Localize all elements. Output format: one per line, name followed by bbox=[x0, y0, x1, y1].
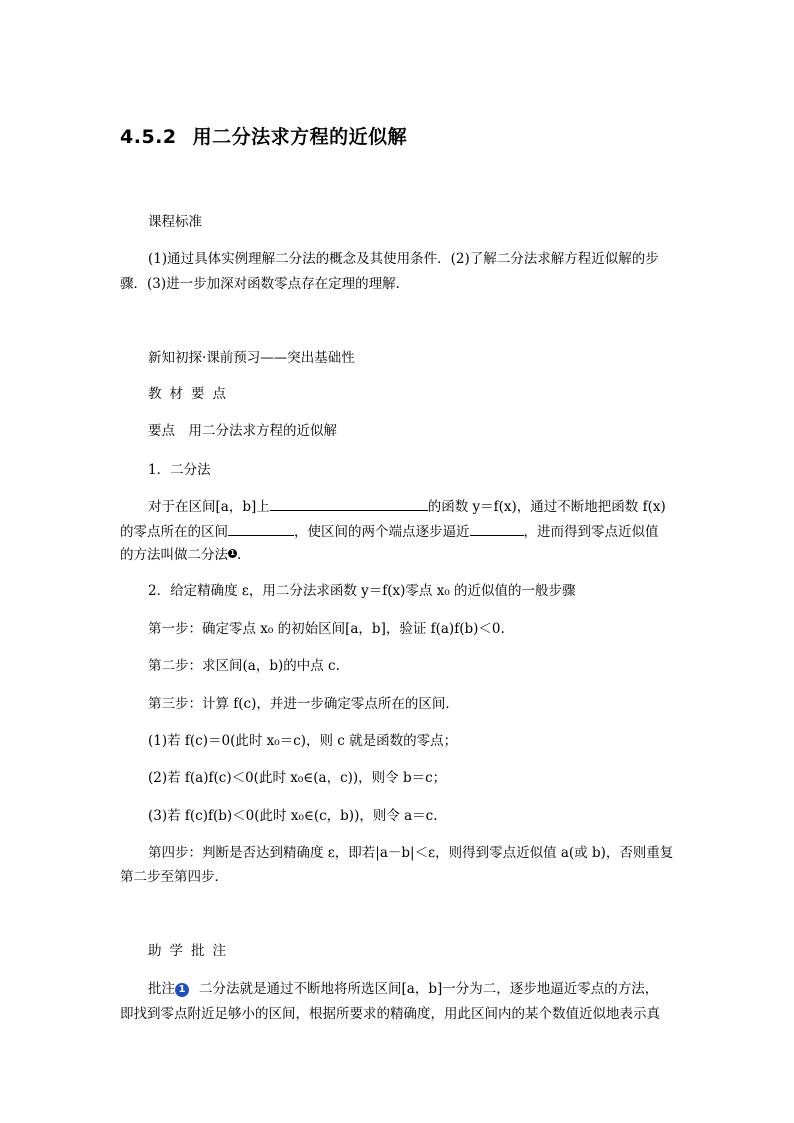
section-title: 用二分法求方程的近似解 bbox=[192, 126, 408, 148]
item1-line3: 的方法叫做二分法 1 . bbox=[120, 547, 242, 563]
notes-heading: 助学批注 bbox=[148, 943, 234, 959]
step3-case2: (2)若 f(a)f(c)＜0(此时 x₀∈(a，c))，则令 b＝c； bbox=[148, 770, 447, 786]
step3-case1: (1)若 f(c)＝0(此时 x₀＝c)，则 c 就是函数的零点； bbox=[148, 733, 458, 749]
section-number: 4.5.2 bbox=[120, 126, 177, 148]
material-heading: 教材要点 bbox=[148, 386, 234, 402]
fill-blank bbox=[470, 521, 524, 536]
standard-text-line2: 骤．(3)进一步加深对函数零点存在定理的理解． bbox=[120, 276, 410, 292]
note-marker-icon: 1 bbox=[228, 549, 237, 558]
note-number-icon: 1 bbox=[175, 983, 189, 997]
step1: 第一步：确定零点 x₀ 的初始区间[a，b]，验证 f(a)f(b)＜0. bbox=[148, 621, 505, 637]
step4-line2: 第二步至第四步． bbox=[120, 869, 228, 885]
item2-title: 2．给定精确度 ε，用二分法求函数 y＝f(x)零点 x₀ 的近似值的一般步骤 bbox=[148, 583, 576, 599]
item1-title: 1．二分法 bbox=[148, 462, 211, 478]
page-title bbox=[120, 122, 407, 149]
step3: 第三步：计算 f(c)，并进一步确定零点所在的区间． bbox=[148, 696, 459, 712]
note-label: 批注 bbox=[148, 981, 175, 997]
fill-blank bbox=[270, 496, 428, 511]
preview-heading: 新知初探·课前预习——突出基础性 bbox=[148, 350, 355, 366]
item1-line1: 对于在区间[a，b]上 的函数 y＝f(x)，通过不断地把函数 f(x) bbox=[148, 496, 666, 517]
note1-line2: 即找到零点附近足够小的区间，根据所要求的精确度，用此区间内的某个数值近似地表示真 bbox=[120, 1006, 660, 1022]
fill-blank bbox=[228, 521, 294, 536]
note1-line1: 批注 1 二分法就是通过不断地将所选区间[a，b]一分为二，逐步地逼近零点的方法， bbox=[148, 981, 659, 997]
standard-heading: 课程标准 bbox=[148, 214, 202, 230]
standard-text-line1: (1)通过具体实例理解二分法的概念及其使用条件．(2)了解二分法求解方程近似解的步 bbox=[148, 251, 659, 267]
step2: 第二步：求区间(a，b)的中点 c. bbox=[148, 658, 340, 674]
step3-case3: (3)若 f(c)f(b)＜0(此时 x₀∈(c，b))，则令 a＝c. bbox=[148, 808, 438, 824]
item1-line2: 的零点所在的区间 ，使区间的两个端点逐步逼近 ，进而得到零点近似值 bbox=[120, 521, 659, 542]
step4-line1: 第四步：判断是否达到精确度 ε，即若|a－b|＜ε，则得到零点近似值 a(或 b)，否则重复 bbox=[148, 845, 674, 861]
key-point-heading: 要点 用二分法求方程的近似解 bbox=[148, 423, 337, 439]
